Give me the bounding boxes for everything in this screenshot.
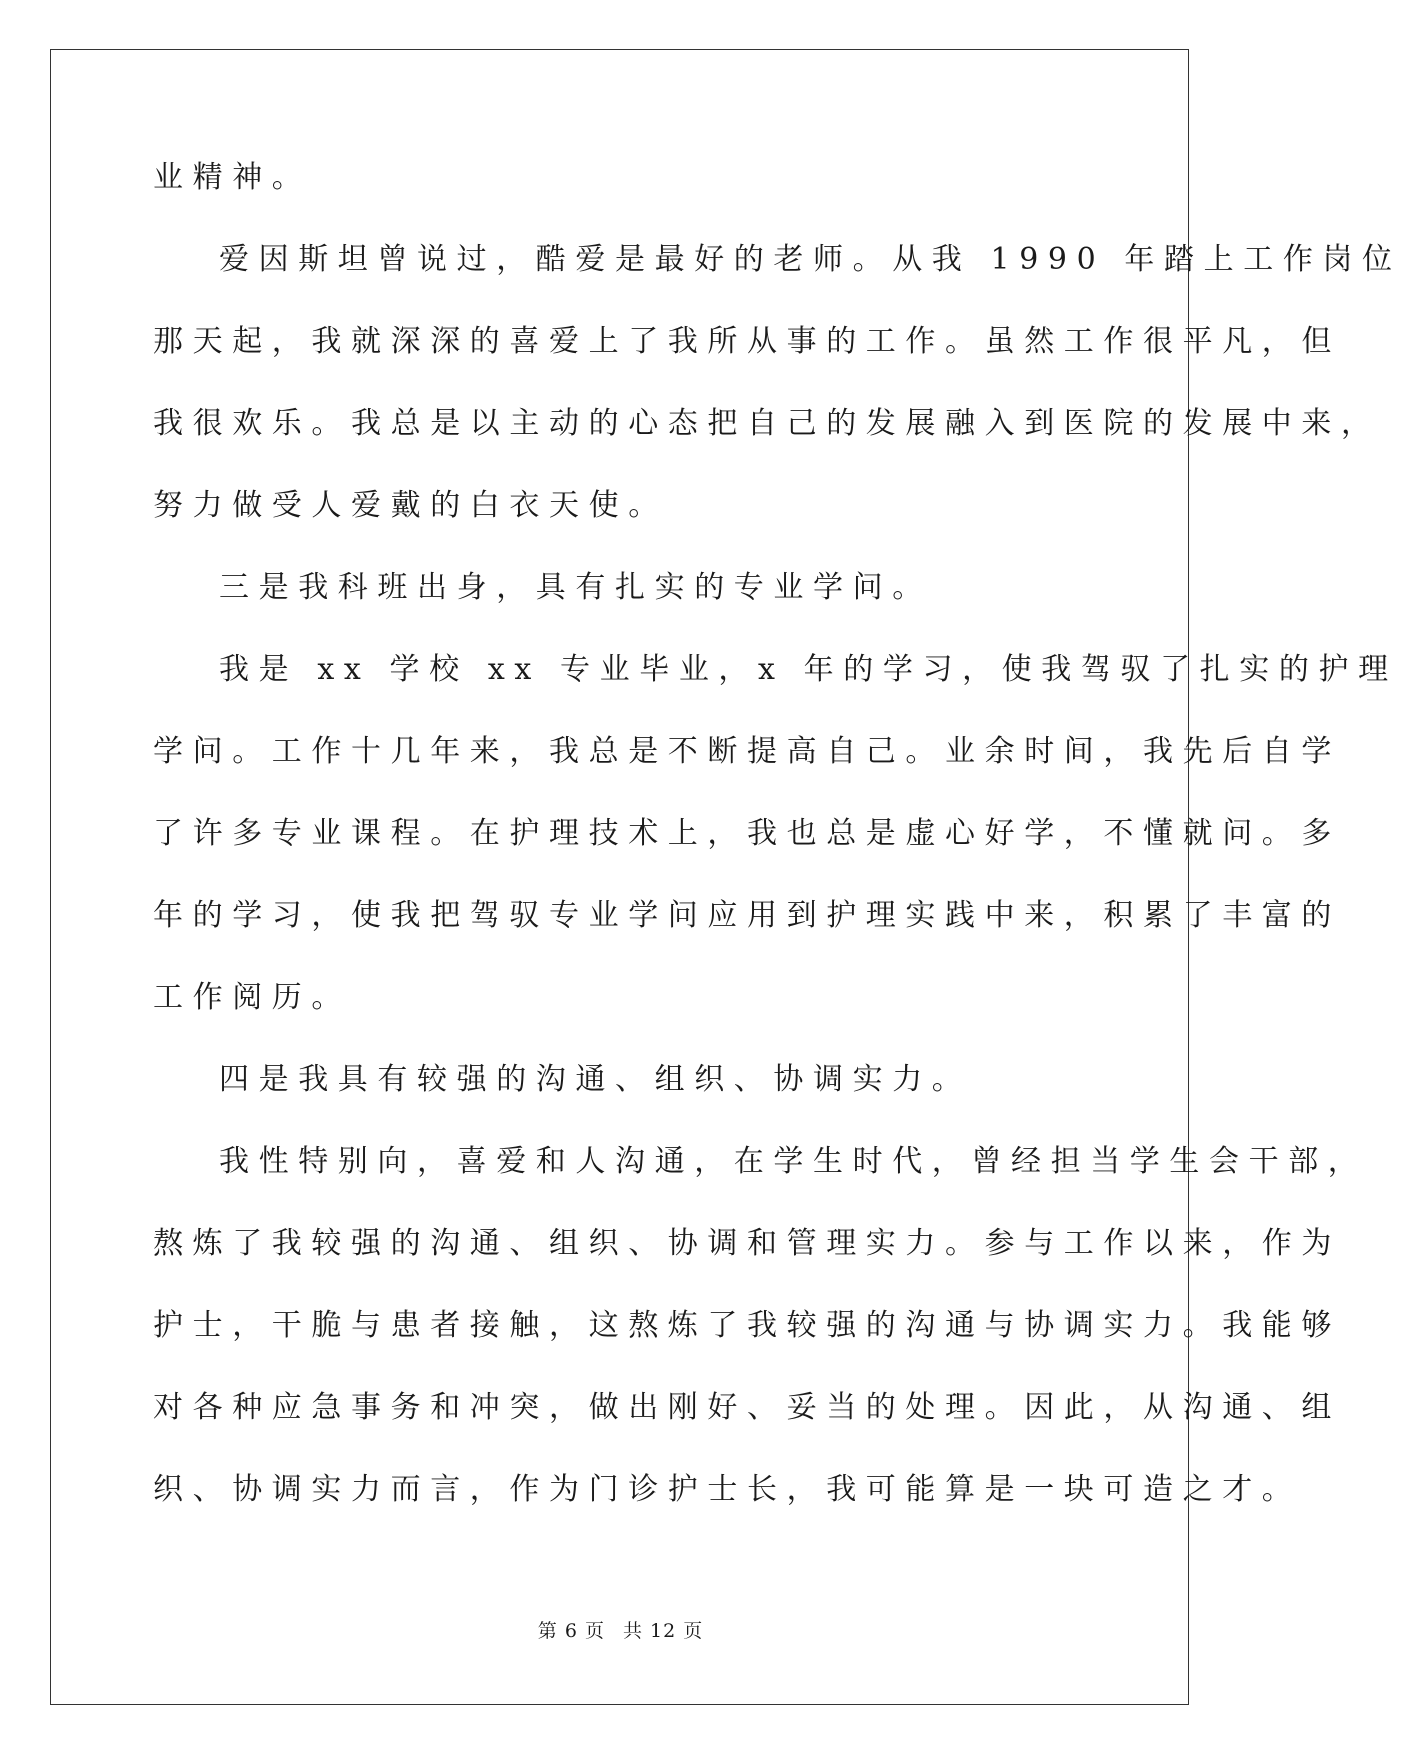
- text-line: 熬炼了我较强的沟通、组织、协调和管理实力。参与工作以来，作为: [153, 1226, 1341, 1261]
- text-line: 那天起，我就深深的喜爱上了我所从事的工作。虽然工作很平凡，但: [153, 324, 1341, 359]
- text-line: 努力做受人爱戴的白衣天使。: [153, 488, 668, 523]
- text-line: 织、协调实力而言，作为门诊护士长，我可能算是一块可造之才。: [153, 1472, 1302, 1507]
- text-line: 我性特别向，喜爱和人沟通，在学生时代，曾经担当学生会干部，: [219, 1144, 1368, 1179]
- text-line: 三是我科班出身，具有扎实的专业学问。: [219, 570, 932, 605]
- document-body: [153, 158, 1402, 1552]
- text-line: 年的学习，使我把驾驭专业学问应用到护理实践中来，积累了丰富的: [153, 898, 1341, 933]
- text-line: 爱因斯坦曾说过，酷爱是最好的老师。从我 1990 年踏上工作岗位: [219, 242, 1402, 277]
- page-number: 第 6 页: [537, 1620, 605, 1642]
- text-line: 工作阅历。: [153, 980, 351, 1015]
- page-footer: [0, 1618, 1241, 1644]
- text-line: 四是我具有较强的沟通、组织、协调实力。: [219, 1062, 972, 1097]
- page-total: 共 12 页: [622, 1620, 704, 1642]
- text-line: 我是 xx 学校 xx 专业毕业，x 年的学习，使我驾驭了扎实的护理: [219, 652, 1398, 687]
- text-line: 我很欢乐。我总是以主动的心态把自己的发展融入到医院的发展中来，: [153, 406, 1381, 441]
- text-line: 业精神。: [153, 160, 312, 195]
- text-line: 学问。工作十几年来，我总是不断提高自己。业余时间，我先后自学: [153, 734, 1341, 769]
- text-line: 对各种应急事务和冲突，做出刚好、妥当的处理。因此，从沟通、组: [153, 1390, 1341, 1425]
- text-line: 了许多专业课程。在护理技术上，我也总是虚心好学，不懂就问。多: [153, 816, 1341, 851]
- text-line: 护士，干脆与患者接触，这熬炼了我较强的沟通与协调实力。我能够: [153, 1308, 1341, 1343]
